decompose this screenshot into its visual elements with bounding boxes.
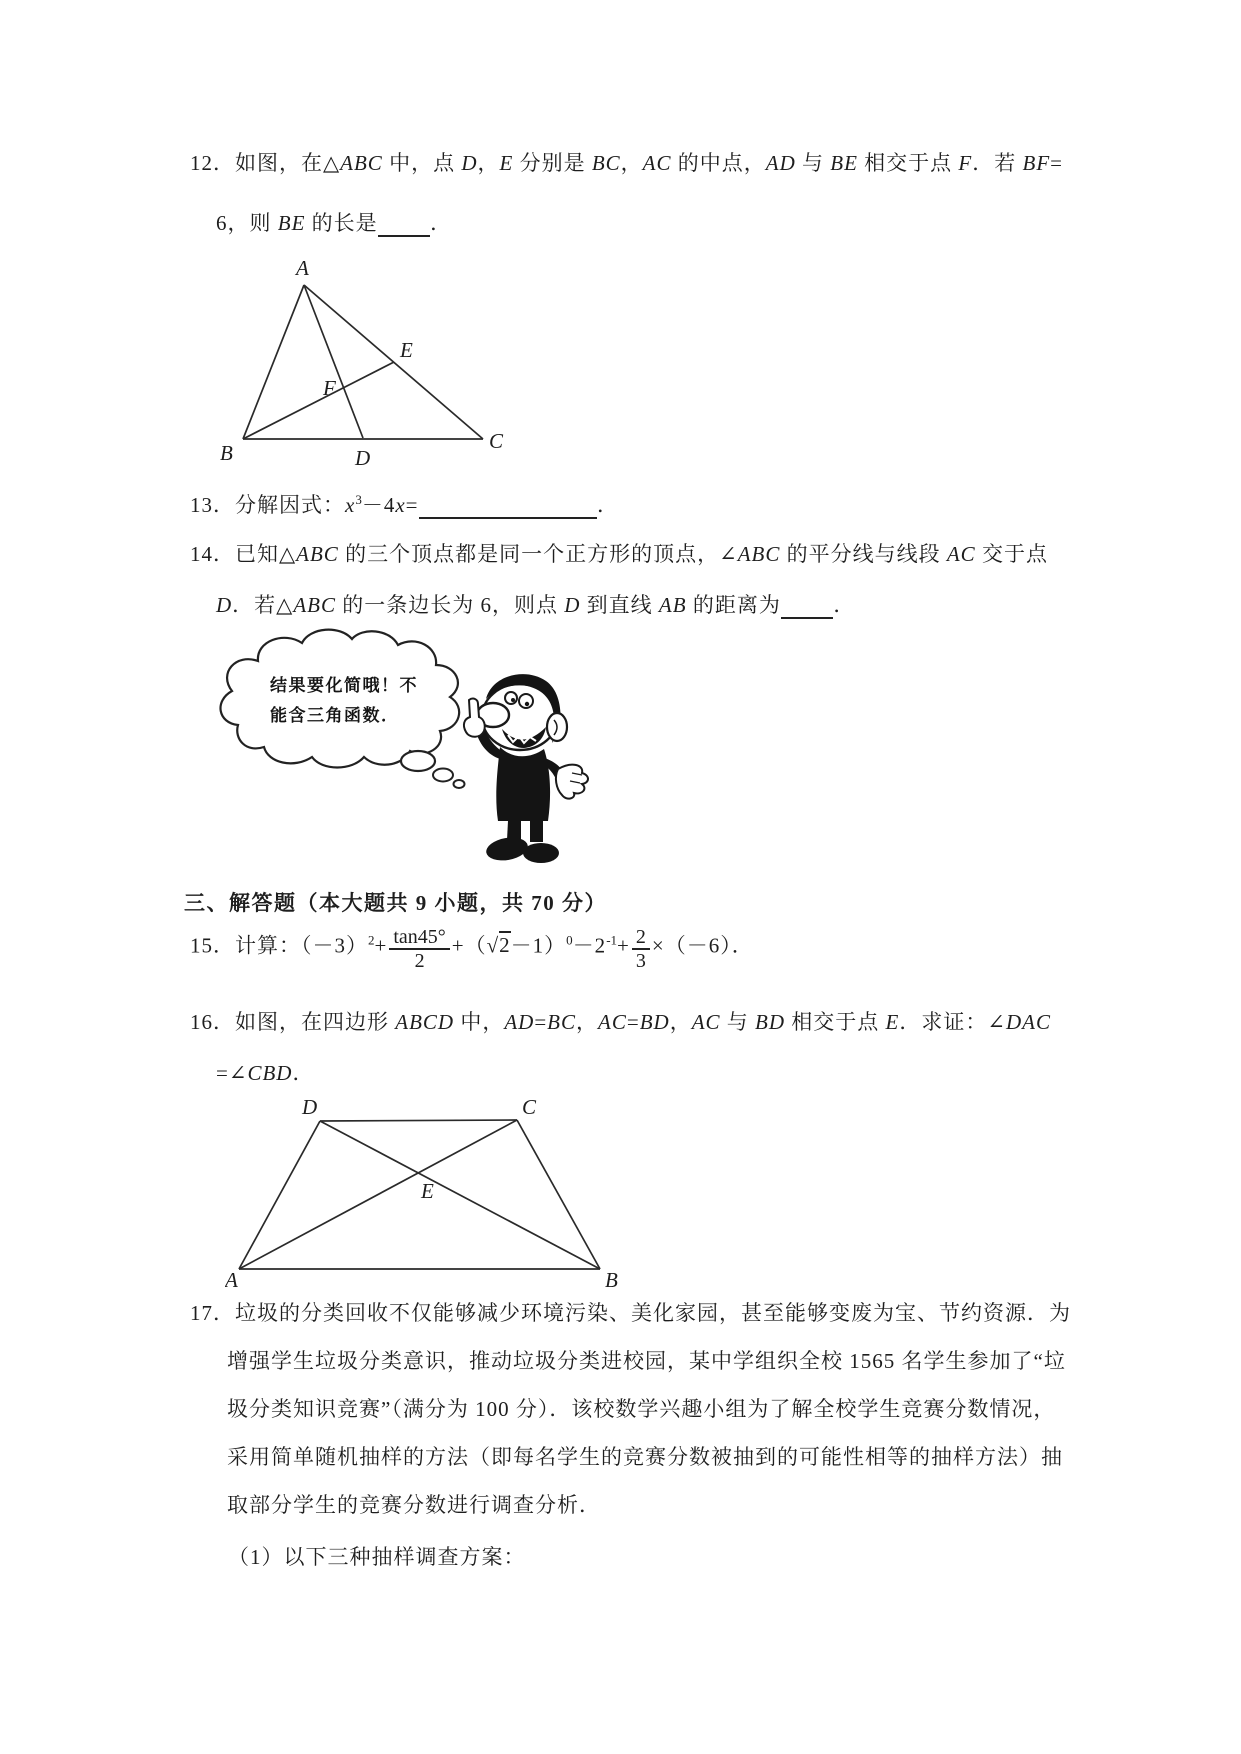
man-leg-left [507, 821, 521, 840]
vertex-label-c: C [489, 429, 504, 453]
vertex-label-d: D [355, 446, 371, 470]
question-17-sub-1: （1）以下三种抽样调查方案： [228, 1545, 526, 1569]
quad-side-dc [320, 1120, 517, 1121]
vertex-label-b: B [220, 441, 233, 465]
man-eye-left [505, 692, 517, 704]
bubble-text-line-1: 结果要化简哦！不 [270, 676, 418, 695]
quadrilateral-drawing [225, 1096, 645, 1291]
triangle-drawing [196, 245, 536, 475]
vertex-label-b: B [605, 1268, 618, 1291]
vertex-label-a: A [296, 256, 309, 280]
question-16-line-2: =∠CBD． [216, 1061, 315, 1085]
vertex-label-c: C [522, 1096, 537, 1119]
man-pupil-left [511, 698, 515, 702]
question-15-line-1: 15．计算：$(-3)^2+$ $\frac{\tan 45^\circ}{2}$ $+(√2-1)^0-2^{-1}+$ $\frac{2}{3}$ ×（－6）． [190, 926, 754, 973]
vertex-label-e: E [421, 1179, 434, 1203]
question-16-line-1: 16．如图，在四边形 ABCD 中，AD=BC，AC=BD，AC 与 BD 相交于点 E．求证：∠DAC [190, 1010, 1051, 1034]
vertex-label-d: D [302, 1096, 318, 1119]
vertex-label-e: E [400, 338, 413, 362]
man-shoe-left [484, 835, 529, 864]
figure-quadrilateral-q16 [225, 1096, 645, 1296]
man-pupil-right [525, 702, 529, 706]
question-12-line-1: 12．如图，在△ABC 中，点 D，E 分别是 BC，AC 的中点，AD 与 BE 相交于点 F．若 BF= [190, 151, 1063, 175]
man-vest [496, 747, 550, 821]
cartoon-drawing [210, 625, 600, 870]
triangle-median-ad [304, 285, 363, 438]
thought-bubble-medium [433, 769, 453, 782]
man-shoe-right [523, 843, 559, 863]
thought-bubble-large [401, 751, 435, 771]
vertex-label-f: F [323, 376, 336, 400]
cartoon-man [464, 674, 588, 863]
question-17-line-4: 采用简单随机抽样的方法（即每名学生的竞赛分数被抽到的可能性相等的抽样方法）抽 [227, 1445, 1063, 1469]
vertex-label-a: A [225, 1268, 238, 1291]
question-17-line-3: 圾分类知识竞赛”（满分为 100 分）．该校数学兴趣小组为了解全校学生竞赛分数情况， [227, 1397, 1056, 1421]
thought-bubble-small [454, 780, 465, 788]
figure-triangle-q12 [196, 245, 536, 480]
question-17-line-1: 17．垃圾的分类回收不仅能够减少环境污染、美化家园，甚至能够变废为宝、节约资源．为 [190, 1301, 1071, 1325]
triangle-median-be [243, 362, 394, 439]
man-leg-right [530, 821, 543, 842]
bubble-text-line-2: 能含三角函数． [270, 706, 400, 725]
question-14-line-2: D．若△ABC 的一条边长为 6，则点 D 到直线 AB 的距离为 ． [216, 593, 856, 617]
thought-cloud [221, 630, 460, 768]
question-17-line-2: 增强学生垃圾分类意识，推动垃圾分类进校园，某中学组织全校 1565 名学生参加了“垃 [227, 1349, 1066, 1373]
man-hand-pointing [464, 699, 485, 737]
question-13-line-1: 13．分解因式：$x^3-4x=$ ． [190, 492, 620, 517]
question-17-line-5: 取部分学生的竞赛分数进行调查分析． [227, 1493, 601, 1517]
triangle-side-ab [243, 285, 304, 439]
question-12-line-2: 6，则 BE 的长是 ． [216, 211, 453, 235]
figure-cartoon-hint [210, 625, 600, 875]
question-14-line-1: 14．已知△ABC 的三个顶点都是同一个正方形的顶点，∠ABC 的平分线与线段 AC 交于点 [190, 542, 1048, 566]
section-3-heading: 三、解答题（本大题共 9 小题，共 70 分） [184, 891, 607, 915]
